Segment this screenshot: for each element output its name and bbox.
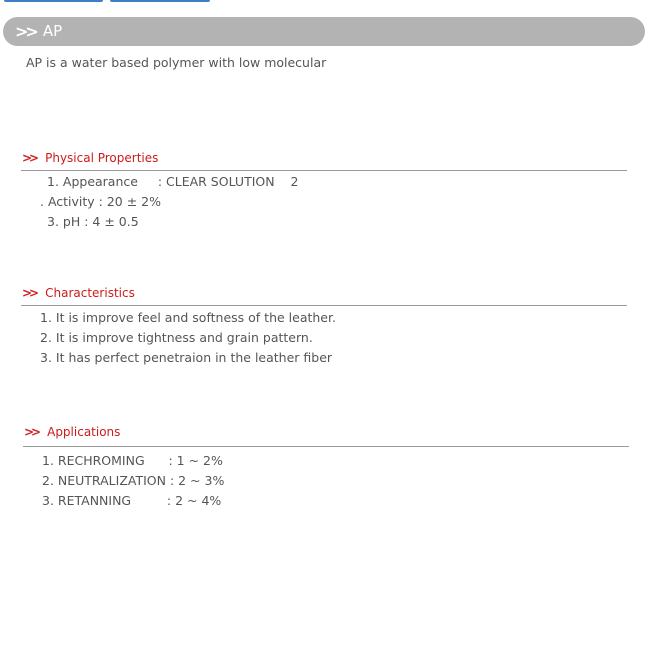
application-item: 2. NEUTRALIZATION : 2 ~ 3% xyxy=(42,473,225,488)
property-ph: 3. pH : 4 ± 0.5 xyxy=(47,214,139,229)
characteristic-item: 2. It is improve tightness and grain pattern. xyxy=(40,330,313,345)
section-title: Applications xyxy=(47,425,121,439)
characteristic-item: 3. It has perfect penetraion in the leather fiber xyxy=(40,350,333,365)
double-chevron-right-icon: >> xyxy=(22,151,37,165)
section-heading-characteristics xyxy=(22,287,135,299)
double-chevron-right-icon: >> xyxy=(22,286,37,300)
product-description: AP is a water based polymer with low molecular xyxy=(26,55,327,70)
double-chevron-right-icon: >> xyxy=(15,21,36,41)
property-activity: . Activity : 20 ± 2% xyxy=(40,194,162,209)
page-title: AP xyxy=(42,22,63,40)
section-divider xyxy=(21,170,627,171)
section-heading-physical-properties xyxy=(22,152,158,164)
section-divider xyxy=(21,305,627,306)
application-item: 1. RECHROMING : 1 ~ 2% xyxy=(42,453,223,468)
top-tab-indicator[interactable] xyxy=(4,0,103,2)
double-chevron-right-icon: >> xyxy=(24,425,39,439)
section-title: Physical Properties xyxy=(45,151,159,165)
top-tab-indicator[interactable] xyxy=(110,0,210,2)
characteristic-item: 1. It is improve feel and softness of the leather. xyxy=(40,310,336,325)
section-divider xyxy=(23,446,629,447)
title-bar xyxy=(3,17,645,46)
section-heading-applications xyxy=(24,426,120,438)
property-appearance: 1. Appearance : CLEAR SOLUTION 2 xyxy=(47,174,299,189)
application-item: 3. RETANNING : 2 ~ 4% xyxy=(42,493,222,508)
section-title: Characteristics xyxy=(45,286,135,300)
